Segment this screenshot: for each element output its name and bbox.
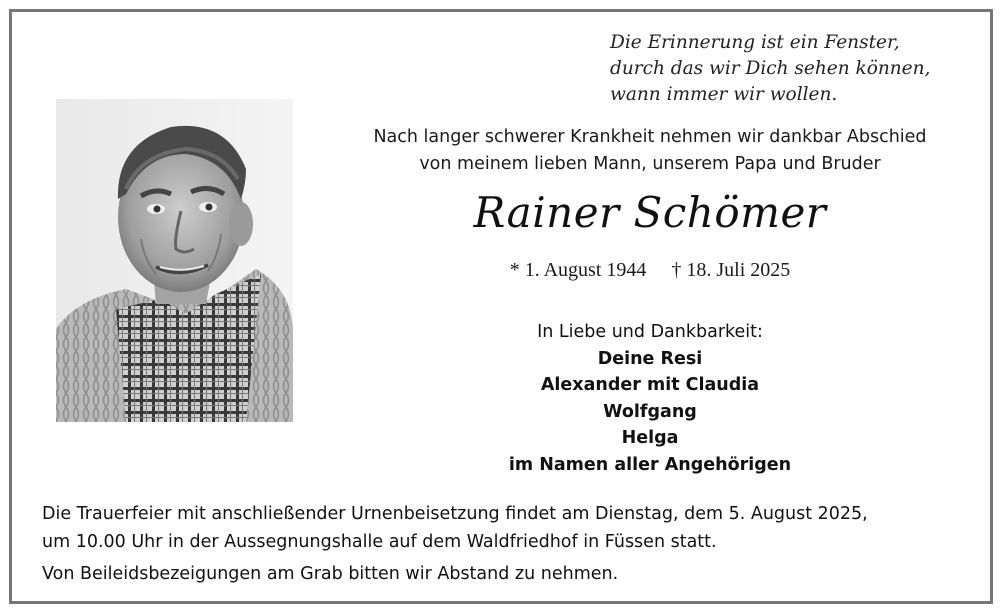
memorial-quote bbox=[610, 30, 970, 108]
announcement-text bbox=[320, 124, 980, 178]
death-date: † 18. Juli 2025 bbox=[671, 259, 791, 281]
life-dates bbox=[320, 256, 980, 284]
mourner-name: Alexander mit Claudia bbox=[540, 375, 760, 396]
footer-line: um 10.00 Uhr in der Aussegnungshalle auf dem Waldfriedhof in Füssen statt. bbox=[42, 532, 717, 552]
mourner-name: Wolfgang bbox=[603, 401, 697, 422]
quote-line: wann immer wir wollen. bbox=[610, 84, 838, 105]
mourner-name: Deine Resi bbox=[597, 348, 703, 369]
deceased-name: Rainer Schömer bbox=[473, 188, 827, 237]
mourners-lead: In Liebe und Dankbarkeit: bbox=[537, 322, 763, 342]
footer-line: Von Beileidsbezeigungen am Grab bitten wir Abstand zu nehmen. bbox=[42, 564, 619, 584]
quote-line: durch das wir Dich sehen können, bbox=[610, 58, 931, 79]
portrait-photo bbox=[56, 99, 293, 422]
mourner-name: Helga bbox=[621, 428, 679, 449]
intro-line: Nach langer schwerer Krankheit nehmen wir dankbar Abschied bbox=[373, 127, 927, 147]
birth-date: * 1. August 1944 bbox=[509, 259, 647, 281]
footer-line: Die Trauerfeier mit anschließender Urnenbeisetzung findet am Dienstag, dem 5. August 2025, bbox=[42, 504, 868, 524]
quote-line: Die Erinnerung ist ein Fenster, bbox=[610, 32, 900, 53]
funeral-details bbox=[42, 500, 972, 588]
intro-line: von meinem lieben Mann, unserem Papa und Bruder bbox=[419, 154, 881, 174]
mourners-block bbox=[320, 319, 980, 479]
mourner-name: im Namen aller Angehörigen bbox=[508, 454, 792, 475]
portrait-illustration bbox=[56, 99, 293, 422]
